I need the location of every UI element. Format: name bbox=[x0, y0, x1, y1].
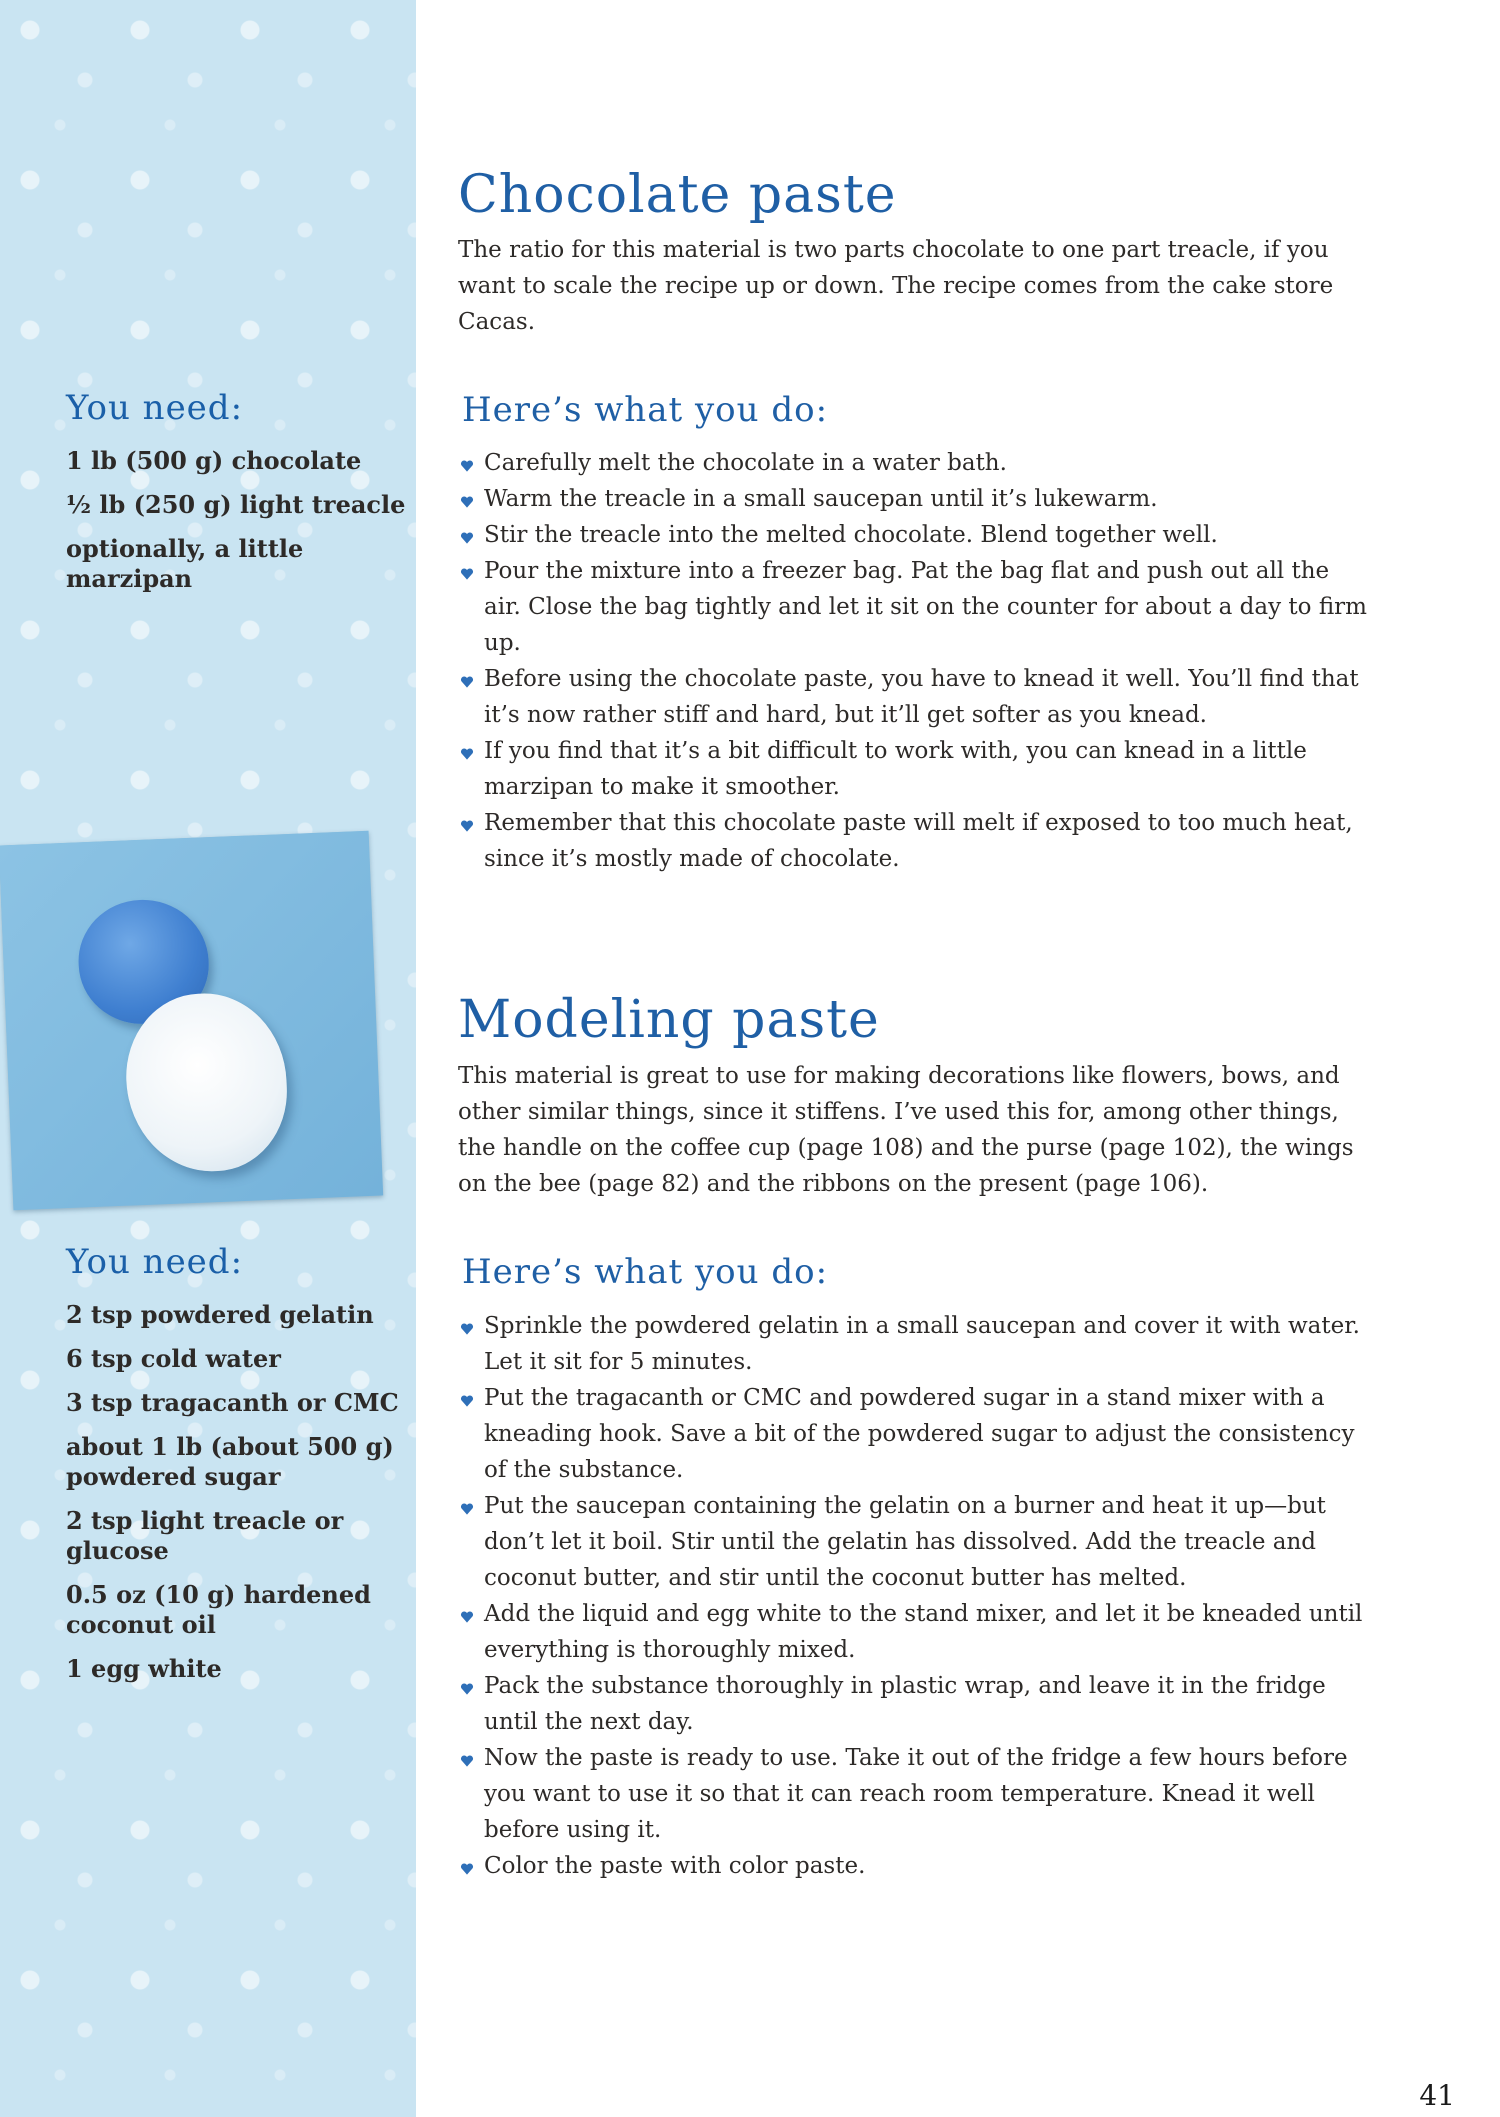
step-text: Pour the mixture into a freezer bag. Pat the bag flat and push out all the air. Close the bag tightly and let it sit on the counter for about a day to firm up. bbox=[484, 558, 1367, 656]
chocolate-steps-list bbox=[458, 445, 1368, 877]
ingredient-item: 3 tsp tragacanth or CMC bbox=[66, 1388, 399, 1417]
step-item bbox=[458, 1308, 1368, 1380]
you-need-heading: You need: bbox=[66, 388, 244, 428]
step-text: Warm the treacle in a small saucepan until it’s lukewarm. bbox=[484, 486, 1158, 512]
heart-bullet-icon bbox=[460, 675, 474, 689]
heart-bullet-icon bbox=[460, 1394, 474, 1408]
heart-bullet-icon bbox=[460, 567, 474, 581]
step-item bbox=[458, 481, 1368, 517]
ingredient-item: about 1 lb (about 500 g) powdered sugar bbox=[66, 1432, 394, 1491]
sidebar-panel bbox=[0, 0, 416, 2117]
step-item bbox=[458, 733, 1368, 805]
step-text: Before using the chocolate paste, you have to knead it well. You’ll find that it’s now rather stiff and hard, but it’ll get softer as you knead. bbox=[484, 666, 1359, 728]
step-text: Stir the treacle into the melted chocolate. Blend together well. bbox=[484, 522, 1218, 548]
step-text: Now the paste is ready to use. Take it out of the fridge a few hours before you want to use it so that it can reach room temperature. Knead it well before using it. bbox=[484, 1745, 1348, 1843]
step-text: If you find that it’s a bit difficult to work with, you can knead in a little marzipan to make it smoother. bbox=[484, 738, 1307, 800]
step-item bbox=[458, 553, 1368, 661]
heart-bullet-icon bbox=[460, 1610, 474, 1624]
ingredient-list bbox=[66, 446, 416, 594]
chocolate-intro: The ratio for this material is two parts chocolate to one part treacle, if you want to scale the recipe up or down. The recipe comes from the cake store Cacas. bbox=[458, 237, 1334, 335]
ingredient-item: 1 lb (500 g) chocolate bbox=[66, 446, 362, 475]
step-text: Carefully melt the chocolate in a water bath. bbox=[484, 450, 1007, 476]
heart-bullet-icon bbox=[460, 819, 474, 833]
chocolate-paste-title: Chocolate paste bbox=[458, 165, 897, 225]
heart-bullet-icon bbox=[460, 1502, 474, 1516]
step-item bbox=[458, 1380, 1368, 1488]
step-text: Sprinkle the powdered gelatin in a small saucepan and cover it with water. Let it sit for 5 minutes. bbox=[484, 1313, 1360, 1375]
step-item bbox=[458, 1596, 1368, 1668]
ingredient-item: 6 tsp cold water bbox=[66, 1344, 281, 1373]
ingredient-list bbox=[66, 1300, 416, 1684]
step-text: Put the saucepan containing the gelatin on a burner and heat it up—but don’t let it boil. Stir until the gelatin has dissolved. Add the treacle and coconut butter, and stir until the coconut butter has melted. bbox=[484, 1493, 1326, 1591]
heart-bullet-icon bbox=[460, 531, 474, 545]
ingredient-item: 1 egg white bbox=[66, 1654, 222, 1683]
step-item bbox=[458, 805, 1368, 877]
heart-bullet-icon bbox=[460, 1322, 474, 1336]
step-item bbox=[458, 445, 1368, 481]
modeling-steps-list bbox=[458, 1308, 1368, 1884]
ingredient-item: 0.5 oz (10 g) hardened coconut oil bbox=[66, 1580, 371, 1639]
ingredient-item: ½ lb (250 g) light treacle bbox=[66, 490, 406, 519]
step-item bbox=[458, 1740, 1368, 1848]
heart-bullet-icon bbox=[460, 1682, 474, 1696]
modeling-ingredients bbox=[66, 1242, 416, 1698]
heart-bullet-icon bbox=[460, 747, 474, 761]
heart-bullet-icon bbox=[460, 1862, 474, 1876]
step-text: Add the liquid and egg white to the stand mixer, and let it be kneaded until everything is thoroughly mixed. bbox=[484, 1601, 1363, 1663]
ingredient-item: 2 tsp light treacle or glucose bbox=[66, 1506, 344, 1565]
ingredient-item: 2 tsp powdered gelatin bbox=[66, 1300, 374, 1329]
you-need-heading: You need: bbox=[66, 1242, 244, 1282]
heart-bullet-icon bbox=[460, 1754, 474, 1768]
step-item bbox=[458, 1668, 1368, 1740]
step-text: Color the paste with color paste. bbox=[484, 1853, 866, 1879]
step-item bbox=[458, 661, 1368, 733]
modeling-paste-title: Modeling paste bbox=[458, 990, 880, 1050]
step-text: Remember that this chocolate paste will melt if exposed to too much heat, since it’s mostly made of chocolate. bbox=[484, 810, 1353, 872]
step-item bbox=[458, 1848, 1368, 1884]
step-text: Put the tragacanth or CMC and powdered sugar in a stand mixer with a kneading hook. Save a bit of the powdered sugar to adjust the consistency of the substance. bbox=[484, 1385, 1355, 1483]
step-text: Pack the substance thoroughly in plastic wrap, and leave it in the fridge until the next day. bbox=[484, 1673, 1326, 1735]
page-number: 41 bbox=[1419, 2079, 1455, 2112]
modeling-steps-heading: Here’s what you do: bbox=[462, 1252, 829, 1292]
modeling-intro: This material is great to use for making decorations like flowers, bows, and other similar things, since it stiffens. I’ve used this for, among other things, the handle on the coffee cup (page 108) and the purse (page 102), the wings on the bee (page 82) and the ribbons on the present (page 106). bbox=[458, 1063, 1354, 1197]
step-item bbox=[458, 1488, 1368, 1596]
step-item bbox=[458, 517, 1368, 553]
ingredient-item: optionally, a little marzipan bbox=[66, 534, 304, 593]
paste-balls-photo bbox=[0, 831, 383, 1211]
chocolate-ingredients bbox=[66, 388, 416, 608]
heart-bullet-icon bbox=[460, 495, 474, 509]
heart-bullet-icon bbox=[460, 459, 474, 473]
chocolate-steps-heading: Here’s what you do: bbox=[462, 390, 829, 430]
